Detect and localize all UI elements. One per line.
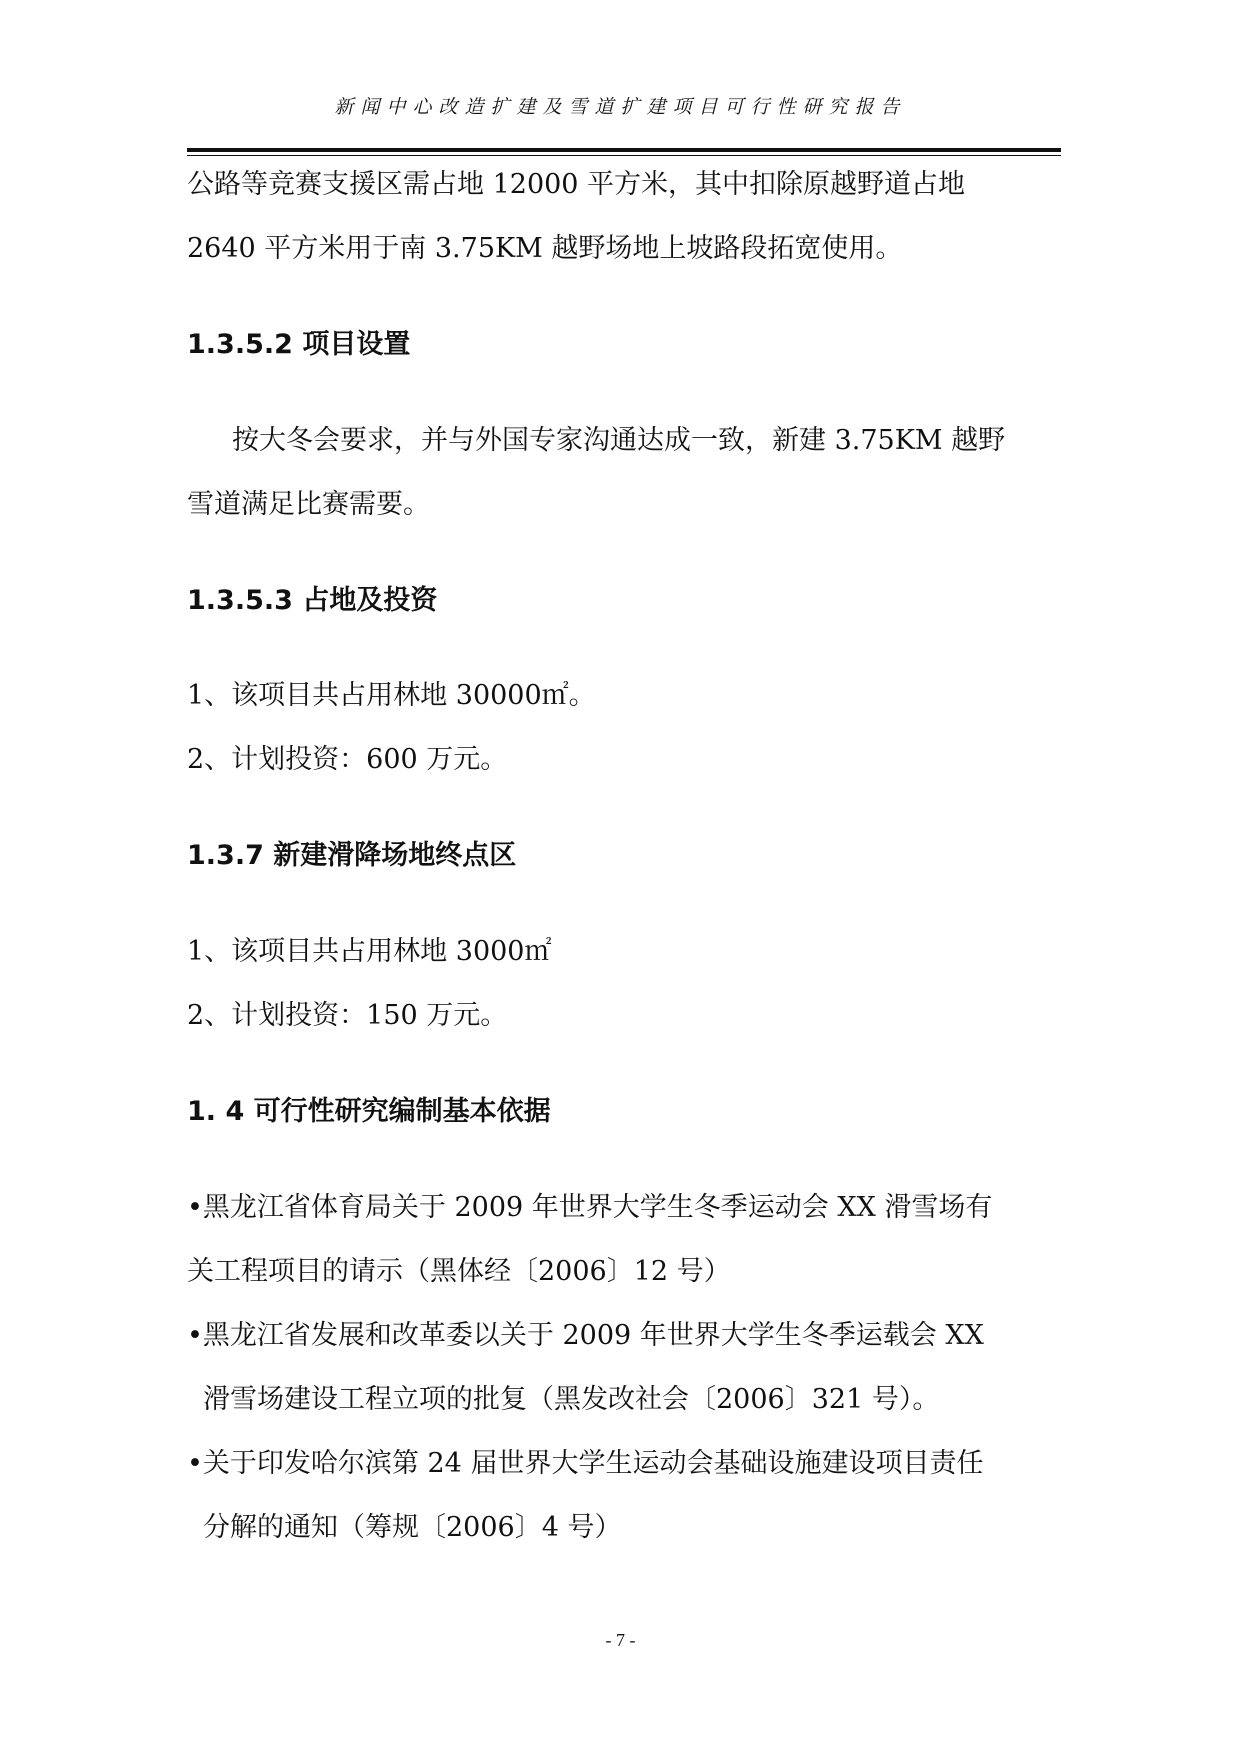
bullet-item-line: 滑雪场建设工程立项的批复（黑发改社会〔2006〕321 号）。 <box>203 1384 940 1415</box>
paragraph-line: 雪道满足比赛需要。 <box>187 489 430 520</box>
paragraph-line: 按大冬会要求，并与外国专家沟通达成一致，新建 3.75KM 越野 <box>232 425 1006 456</box>
section-heading-1-3-5-3: 1.3.5.3 占地及投资 <box>187 585 438 616</box>
section-heading-1-3-7: 1.3.7 新建滑降场地终点区 <box>187 840 517 871</box>
section-heading-1-4: 1. 4 可行性研究编制基本依据 <box>187 1096 551 1127</box>
header-rule-thick <box>187 148 1061 152</box>
bullet-item-line: 分解的通知（筹规〔2006〕4 号） <box>203 1512 622 1543</box>
bullet-item-line: •关于印发哈尔滨第 24 届世界大学生运动会基础设施建设项目责任 <box>187 1448 984 1479</box>
bullet-item-line: •黑龙江省发展和改革委以关于 2009 年世界大学生冬季运载会 XX <box>187 1320 984 1351</box>
list-item: 1、该项目共占用林地 3000㎡ <box>187 936 552 967</box>
list-item: 1、该项目共占用林地 30000㎡。 <box>187 680 596 711</box>
paragraph-line: 公路等竞赛支援区需占地 12000 平方米，其中扣除原越野道占地 <box>187 169 966 200</box>
paragraph-line: 2640 平方米用于南 3.75KM 越野场地上坡路段拓宽使用。 <box>187 233 903 264</box>
running-header: 新闻中心改造扩建及雪道扩建项目可行性研究报告 <box>334 96 907 118</box>
list-item: 2、计划投资：600 万元。 <box>187 744 508 775</box>
section-heading-1-3-5-2: 1.3.5.2 项目设置 <box>187 329 411 360</box>
header-rule-thin <box>187 155 1061 156</box>
bullet-item-line: •黑龙江省体育局关于 2009 年世界大学生冬季运动会 XX 滑雪场有 <box>187 1192 993 1223</box>
page-number: - 7 - <box>605 1630 636 1650</box>
list-item: 2、计划投资：150 万元。 <box>187 1000 508 1031</box>
bullet-item-line: 关工程项目的请示（黑体经〔2006〕12 号） <box>187 1256 731 1287</box>
